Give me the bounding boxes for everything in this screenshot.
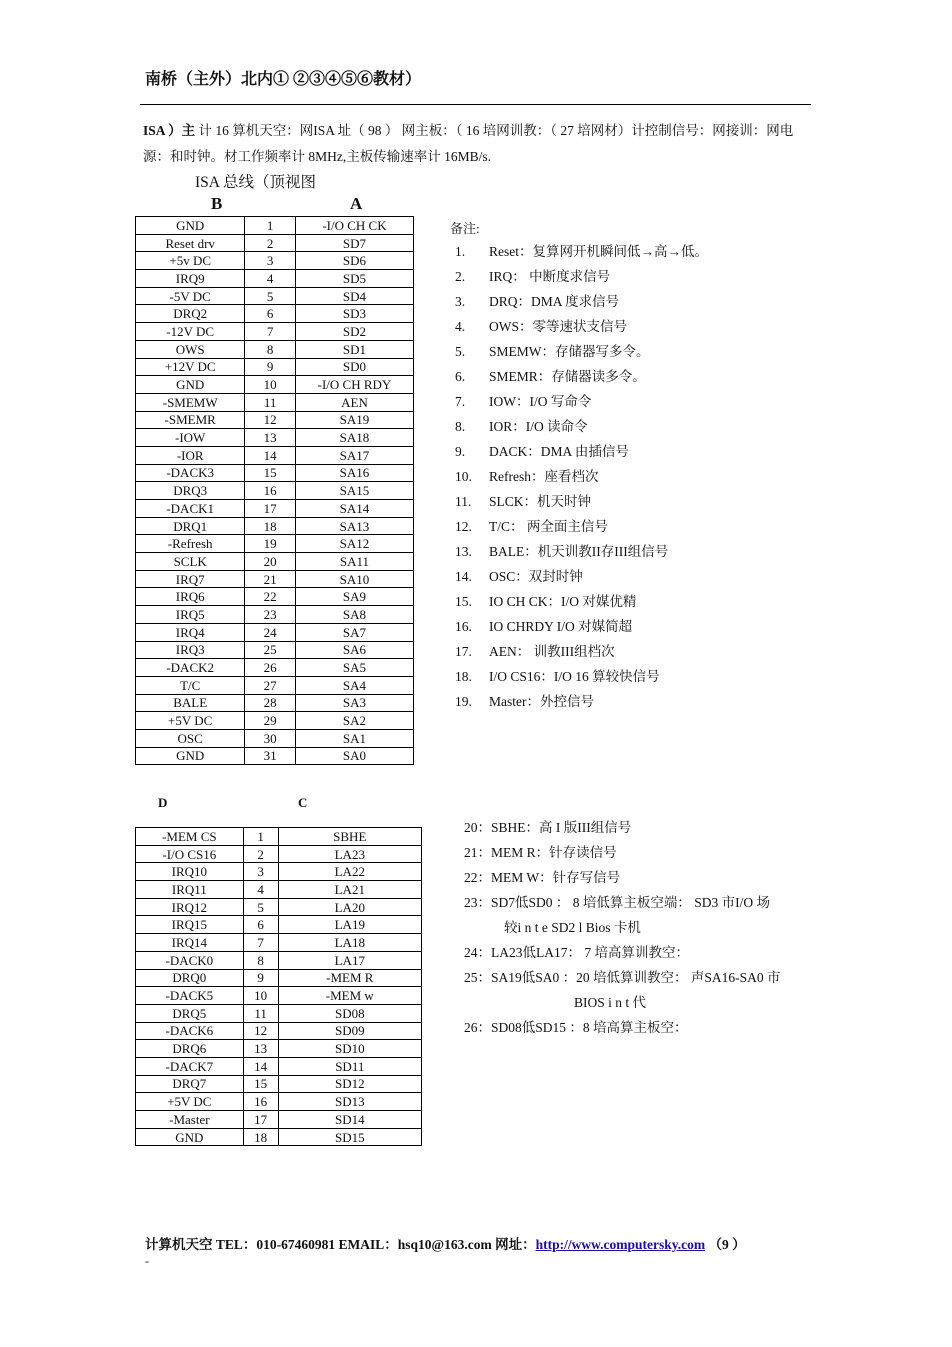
isa-pin-table-dc bbox=[135, 827, 422, 1146]
note-23: 23：SD7低SD0 ： 8 培低算主板空端： SD3 市I/O 场 bbox=[464, 895, 771, 910]
dc-signal-left: -DACK6 bbox=[136, 1022, 244, 1040]
note-text: Refresh：座看档次 bbox=[489, 469, 599, 484]
dc-signal-right: SD08 bbox=[278, 1004, 421, 1022]
note-text: Reset：复算网开机瞬间低→高→低。 bbox=[489, 244, 708, 259]
table-row bbox=[136, 606, 414, 624]
note-text: OWS：零等速状支信号 bbox=[489, 319, 627, 334]
table-row bbox=[136, 500, 414, 518]
column-a-header: A bbox=[350, 194, 363, 213]
dc-pin-number: 17 bbox=[243, 1111, 278, 1129]
column-b-header: B bbox=[211, 194, 223, 213]
note-text: OSC：双封时钟 bbox=[489, 569, 583, 584]
note-21: 21：MEM R：针存读信号 bbox=[464, 845, 617, 860]
ab-signal-left: IRQ3 bbox=[136, 641, 245, 659]
note-item bbox=[455, 267, 708, 292]
ab-signal-left: -SMEMW bbox=[136, 393, 245, 411]
ab-pin-number: 19 bbox=[245, 535, 296, 553]
table-row bbox=[136, 1128, 422, 1146]
note-text: Master：外控信号 bbox=[489, 694, 594, 709]
dc-pin-number: 2 bbox=[243, 845, 278, 863]
ab-signal-right: SA14 bbox=[295, 500, 413, 518]
ab-signal-left: +5V DC bbox=[136, 712, 245, 730]
note-text: IO CHRDY I/O 对媒简超 bbox=[489, 619, 633, 634]
table-row bbox=[136, 659, 414, 677]
note-number: 5. bbox=[455, 344, 466, 359]
ab-signal-left: -5V DC bbox=[136, 287, 245, 305]
ab-pin-number: 23 bbox=[245, 606, 296, 624]
dc-signal-left: IRQ12 bbox=[136, 898, 244, 916]
note-24: 24：LA23低LA17： 7 培高算训教空： bbox=[464, 945, 689, 960]
dc-signal-left: +5V DC bbox=[136, 1093, 244, 1111]
ab-pin-number: 1 bbox=[245, 217, 296, 235]
note-number: 7. bbox=[455, 394, 466, 409]
ab-signal-right: SA7 bbox=[295, 623, 413, 641]
table-row bbox=[136, 987, 422, 1005]
page-number: （9 ） bbox=[705, 1237, 746, 1252]
ab-signal-right: SA6 bbox=[295, 641, 413, 659]
ab-pin-number: 8 bbox=[245, 340, 296, 358]
ab-signal-right: SA4 bbox=[295, 676, 413, 694]
dc-pin-number: 11 bbox=[243, 1004, 278, 1022]
dc-pin-number: 1 bbox=[243, 828, 278, 846]
ab-signal-right: -I/O CH RDY bbox=[295, 376, 413, 394]
dc-signal-right: SD10 bbox=[278, 1040, 421, 1058]
ab-pin-number: 28 bbox=[245, 694, 296, 712]
ab-signal-right: SD4 bbox=[295, 287, 413, 305]
dc-pin-number: 4 bbox=[243, 881, 278, 899]
dc-pin-number: 13 bbox=[243, 1040, 278, 1058]
ab-pin-number: 15 bbox=[245, 464, 296, 482]
note-item bbox=[455, 317, 708, 342]
header-divider bbox=[140, 104, 811, 105]
note-20: 20：SBHE：高 I 版III组信号 bbox=[464, 820, 632, 835]
table-row bbox=[136, 898, 422, 916]
table-row bbox=[136, 969, 422, 987]
dc-signal-left: IRQ14 bbox=[136, 934, 244, 952]
note-text: IOW：I/O 写命令 bbox=[489, 394, 592, 409]
ab-pin-number: 27 bbox=[245, 676, 296, 694]
ab-signal-left: OWS bbox=[136, 340, 245, 358]
ab-signal-right: SD3 bbox=[295, 305, 413, 323]
ab-signal-left: T/C bbox=[136, 676, 245, 694]
ab-signal-left: DRQ1 bbox=[136, 517, 245, 535]
ab-signal-right: SA17 bbox=[295, 446, 413, 464]
intro-lead: ISA ）主 bbox=[143, 123, 196, 138]
ab-pin-number: 25 bbox=[245, 641, 296, 659]
table-row bbox=[136, 1111, 422, 1129]
note-item bbox=[455, 392, 708, 417]
note-item bbox=[455, 592, 708, 617]
ab-signal-left: -IOW bbox=[136, 429, 245, 447]
ab-pin-number: 3 bbox=[245, 252, 296, 270]
notes-list bbox=[455, 242, 708, 717]
table-row bbox=[136, 535, 414, 553]
note-text: DACK：DMA 由插信号 bbox=[489, 444, 629, 459]
note-number: 18. bbox=[455, 669, 472, 684]
ab-signal-right: SA16 bbox=[295, 464, 413, 482]
ab-pin-number: 21 bbox=[245, 570, 296, 588]
ab-signal-left: OSC bbox=[136, 729, 245, 747]
note-number: 2. bbox=[455, 269, 466, 284]
ab-pin-number: 7 bbox=[245, 323, 296, 341]
ab-pin-number: 12 bbox=[245, 411, 296, 429]
dc-signal-left: DRQ5 bbox=[136, 1004, 244, 1022]
note-number: 4. bbox=[455, 319, 466, 334]
note-number: 17. bbox=[455, 644, 472, 659]
note-text: IOR：I/O 读命令 bbox=[489, 419, 588, 434]
note-item bbox=[455, 342, 708, 367]
table-row bbox=[136, 446, 414, 464]
website-link[interactable]: http://www.computersky.com bbox=[535, 1237, 706, 1252]
dc-signal-right: LA21 bbox=[278, 881, 421, 899]
ab-signal-left: +12V DC bbox=[136, 358, 245, 376]
dc-pin-number: 5 bbox=[243, 898, 278, 916]
ab-signal-left: Reset drv bbox=[136, 234, 245, 252]
table-row bbox=[136, 623, 414, 641]
ab-pin-number: 10 bbox=[245, 376, 296, 394]
table-row bbox=[136, 553, 414, 571]
table-row bbox=[136, 376, 414, 394]
table-row bbox=[136, 1040, 422, 1058]
note-item bbox=[455, 692, 708, 717]
note-number: 8. bbox=[455, 419, 466, 434]
footer-dash: - bbox=[145, 1254, 149, 1268]
table-row bbox=[136, 305, 414, 323]
ab-signal-left: IRQ6 bbox=[136, 588, 245, 606]
ab-signal-left: -DACK2 bbox=[136, 659, 245, 677]
dc-pin-number: 15 bbox=[243, 1075, 278, 1093]
note-item bbox=[455, 367, 708, 392]
note-text: SMEMW：存储器写多令。 bbox=[489, 344, 650, 359]
ab-pin-number: 11 bbox=[245, 393, 296, 411]
ab-pin-number: 17 bbox=[245, 500, 296, 518]
ab-signal-right: SA1 bbox=[295, 729, 413, 747]
table-row bbox=[136, 429, 414, 447]
dc-pin-number: 12 bbox=[243, 1022, 278, 1040]
table-row bbox=[136, 287, 414, 305]
table-row bbox=[136, 358, 414, 376]
note-text: IO CH CK：I/O 对媒优精 bbox=[489, 594, 637, 609]
ab-signal-left: IRQ9 bbox=[136, 270, 245, 288]
ab-pin-number: 13 bbox=[245, 429, 296, 447]
ab-pin-number: 6 bbox=[245, 305, 296, 323]
dc-pin-number: 6 bbox=[243, 916, 278, 934]
note-item bbox=[455, 667, 708, 692]
note-23-continued: 较i n t e SD2 l Bios 卡机 bbox=[504, 920, 641, 935]
ab-signal-right: AEN bbox=[295, 393, 413, 411]
ab-pin-number: 2 bbox=[245, 234, 296, 252]
ab-signal-left: -SMEMR bbox=[136, 411, 245, 429]
table-row bbox=[136, 951, 422, 969]
dc-pin-number: 3 bbox=[243, 863, 278, 881]
note-item bbox=[455, 642, 708, 667]
dc-signal-right: -MEM R bbox=[278, 969, 421, 987]
table-row bbox=[136, 393, 414, 411]
ab-pin-number: 20 bbox=[245, 553, 296, 571]
ab-signal-right: SA9 bbox=[295, 588, 413, 606]
ab-pin-number: 14 bbox=[245, 446, 296, 464]
ab-signal-left: -IOR bbox=[136, 446, 245, 464]
ab-signal-left: GND bbox=[136, 747, 245, 765]
table-row bbox=[136, 270, 414, 288]
table-row bbox=[136, 464, 414, 482]
ab-signal-left: BALE bbox=[136, 694, 245, 712]
dc-signal-left: DRQ6 bbox=[136, 1040, 244, 1058]
dc-signal-left: -DACK0 bbox=[136, 951, 244, 969]
column-d-header: D bbox=[158, 795, 168, 810]
note-text: SMEMR：存储器读多令。 bbox=[489, 369, 646, 384]
ab-signal-left: -12V DC bbox=[136, 323, 245, 341]
ab-signal-right: SD2 bbox=[295, 323, 413, 341]
column-c-header: C bbox=[298, 795, 308, 810]
ab-signal-right: SD0 bbox=[295, 358, 413, 376]
ab-signal-left: DRQ3 bbox=[136, 482, 245, 500]
page-header: 南桥（主外）北内① ②③④⑤⑥教材） bbox=[145, 71, 422, 88]
note-item bbox=[455, 517, 708, 542]
note-text: AEN： 训教III组档次 bbox=[489, 644, 615, 659]
ab-signal-right: SA2 bbox=[295, 712, 413, 730]
ab-signal-right: -I/O CH CK bbox=[295, 217, 413, 235]
dc-signal-left: -Master bbox=[136, 1111, 244, 1129]
table-row bbox=[136, 323, 414, 341]
ab-signal-left: DRQ2 bbox=[136, 305, 245, 323]
note-item bbox=[455, 567, 708, 592]
note-item bbox=[455, 542, 708, 567]
table-row bbox=[136, 570, 414, 588]
table-row bbox=[136, 712, 414, 730]
dc-signal-left: -MEM CS bbox=[136, 828, 244, 846]
dc-signal-left: IRQ11 bbox=[136, 881, 244, 899]
ab-signal-left: +5v DC bbox=[136, 252, 245, 270]
ab-signal-right: SA15 bbox=[295, 482, 413, 500]
footer-contact: 计算机天空 TEL：010-67460981 EMAIL：hsq10@163.com 网址： bbox=[145, 1237, 536, 1252]
table-row bbox=[136, 934, 422, 952]
dc-signal-right: SD15 bbox=[278, 1128, 421, 1146]
table-row bbox=[136, 234, 414, 252]
table-row bbox=[136, 694, 414, 712]
table-row bbox=[136, 916, 422, 934]
ab-signal-right: SD7 bbox=[295, 234, 413, 252]
note-text: DRQ：DMA 度求信号 bbox=[489, 294, 620, 309]
ab-signal-right: SA18 bbox=[295, 429, 413, 447]
dc-signal-left: IRQ15 bbox=[136, 916, 244, 934]
intro-text: 计 16 算机天空：网ISA 址（ 98 ） 网主板：（ 16 培网训教：（ 27 培网材）计控制信号：网接训：网电源：和时钟。材工作频率计 8MHz,主板传输速率计 16MB/s. bbox=[143, 123, 794, 164]
dc-signal-right: SD12 bbox=[278, 1075, 421, 1093]
note-26: 26：SD08低SD15 ：8 培高算主板空： bbox=[464, 1020, 688, 1035]
ab-pin-number: 26 bbox=[245, 659, 296, 677]
note-25-continued: BIOS i n t 代 bbox=[574, 995, 647, 1010]
note-number: 14. bbox=[455, 569, 472, 584]
ab-signal-left: IRQ7 bbox=[136, 570, 245, 588]
ab-signal-right: SA3 bbox=[295, 694, 413, 712]
ab-signal-right: SA11 bbox=[295, 553, 413, 571]
ab-signal-right: SA19 bbox=[295, 411, 413, 429]
note-25: 25：SA19低SA0 ：20 培低算训教空： 声SA16-SA0 市 bbox=[464, 970, 781, 985]
ab-signal-right: SD5 bbox=[295, 270, 413, 288]
ab-signal-right: SA12 bbox=[295, 535, 413, 553]
note-number: 19. bbox=[455, 694, 472, 709]
note-number: 1. bbox=[455, 244, 466, 259]
table-row bbox=[136, 1093, 422, 1111]
dc-pin-number: 7 bbox=[243, 934, 278, 952]
ab-signal-left: IRQ4 bbox=[136, 623, 245, 641]
table-row bbox=[136, 1004, 422, 1022]
ab-signal-right: SD1 bbox=[295, 340, 413, 358]
ab-signal-right: SA5 bbox=[295, 659, 413, 677]
note-22: 22：MEM W：针存写信号 bbox=[464, 870, 621, 885]
note-text: T/C： 两全面主信号 bbox=[489, 519, 608, 534]
ab-pin-number: 18 bbox=[245, 517, 296, 535]
dc-signal-right: SD09 bbox=[278, 1022, 421, 1040]
dc-signal-right: LA17 bbox=[278, 951, 421, 969]
table-row bbox=[136, 845, 422, 863]
isa-pin-table-ab bbox=[135, 216, 414, 765]
notes-label: 备注: bbox=[450, 221, 480, 236]
table-row bbox=[136, 747, 414, 765]
table-row bbox=[136, 881, 422, 899]
table-row bbox=[136, 641, 414, 659]
ab-signal-left: -DACK3 bbox=[136, 464, 245, 482]
note-number: 9. bbox=[455, 444, 466, 459]
dc-signal-right: LA23 bbox=[278, 845, 421, 863]
note-item bbox=[455, 492, 708, 517]
dc-signal-right: -MEM w bbox=[278, 987, 421, 1005]
isa-subtitle: ISA 总线（顶视图 bbox=[195, 174, 316, 191]
ab-signal-left: -Refresh bbox=[136, 535, 245, 553]
ab-signal-left: -DACK1 bbox=[136, 500, 245, 518]
dc-signal-left: -DACK7 bbox=[136, 1057, 244, 1075]
dc-signal-left: DRQ0 bbox=[136, 969, 244, 987]
note-item bbox=[455, 417, 708, 442]
note-number: 10. bbox=[455, 469, 472, 484]
table-row bbox=[136, 1075, 422, 1093]
dc-signal-left: -DACK5 bbox=[136, 987, 244, 1005]
dc-signal-right: SD14 bbox=[278, 1111, 421, 1129]
dc-signal-left: -I/O CS16 bbox=[136, 845, 244, 863]
note-number: 12. bbox=[455, 519, 472, 534]
table-row bbox=[136, 482, 414, 500]
note-item bbox=[455, 467, 708, 492]
dc-pin-number: 10 bbox=[243, 987, 278, 1005]
table-row bbox=[136, 411, 414, 429]
note-text: I/O CS16：I/O 16 算较快信号 bbox=[489, 669, 660, 684]
table-row bbox=[136, 517, 414, 535]
ab-signal-left: GND bbox=[136, 376, 245, 394]
dc-pin-number: 9 bbox=[243, 969, 278, 987]
dc-pin-number: 18 bbox=[243, 1128, 278, 1146]
table-row bbox=[136, 1022, 422, 1040]
page-footer bbox=[145, 1233, 746, 1253]
table-row bbox=[136, 217, 414, 235]
dc-pin-number: 14 bbox=[243, 1057, 278, 1075]
dc-signal-right: SD11 bbox=[278, 1057, 421, 1075]
ab-pin-number: 4 bbox=[245, 270, 296, 288]
note-text: BALE：机天训教II存III组信号 bbox=[489, 544, 669, 559]
ab-pin-number: 31 bbox=[245, 747, 296, 765]
dc-signal-left: IRQ10 bbox=[136, 863, 244, 881]
dc-signal-right: SD13 bbox=[278, 1093, 421, 1111]
table-row bbox=[136, 676, 414, 694]
dc-signal-left: GND bbox=[136, 1128, 244, 1146]
ab-signal-left: IRQ5 bbox=[136, 606, 245, 624]
table-row bbox=[136, 863, 422, 881]
table-row bbox=[136, 1057, 422, 1075]
ab-signal-right: SA13 bbox=[295, 517, 413, 535]
note-text: SLCK：机天时钟 bbox=[489, 494, 592, 509]
dc-signal-right: LA19 bbox=[278, 916, 421, 934]
table-row bbox=[136, 828, 422, 846]
table-row bbox=[136, 588, 414, 606]
dc-signal-left: DRQ7 bbox=[136, 1075, 244, 1093]
ab-signal-right: SA8 bbox=[295, 606, 413, 624]
note-number: 13. bbox=[455, 544, 472, 559]
dc-signal-right: SBHE bbox=[278, 828, 421, 846]
note-item bbox=[455, 617, 708, 642]
ab-pin-number: 22 bbox=[245, 588, 296, 606]
dc-pin-number: 8 bbox=[243, 951, 278, 969]
ab-signal-right: SA10 bbox=[295, 570, 413, 588]
dc-signal-right: LA22 bbox=[278, 863, 421, 881]
dc-pin-number: 16 bbox=[243, 1093, 278, 1111]
note-text: IRQ： 中断度求信号 bbox=[489, 269, 611, 284]
note-number: 15. bbox=[455, 594, 472, 609]
ab-pin-number: 9 bbox=[245, 358, 296, 376]
note-item bbox=[455, 242, 708, 267]
note-item bbox=[455, 292, 708, 317]
note-number: 3. bbox=[455, 294, 466, 309]
table-row bbox=[136, 340, 414, 358]
ab-signal-right: SA0 bbox=[295, 747, 413, 765]
ab-pin-number: 5 bbox=[245, 287, 296, 305]
note-number: 6. bbox=[455, 369, 466, 384]
intro-paragraph bbox=[143, 118, 815, 170]
ab-signal-right: SD6 bbox=[295, 252, 413, 270]
ab-pin-number: 29 bbox=[245, 712, 296, 730]
note-number: 16. bbox=[455, 619, 472, 634]
ab-pin-number: 30 bbox=[245, 729, 296, 747]
ab-signal-left: GND bbox=[136, 217, 245, 235]
notes-list-2 bbox=[464, 815, 781, 1040]
ab-signal-left: SCLK bbox=[136, 553, 245, 571]
ab-pin-number: 24 bbox=[245, 623, 296, 641]
table-row bbox=[136, 729, 414, 747]
dc-signal-right: LA20 bbox=[278, 898, 421, 916]
note-number: 11. bbox=[455, 494, 472, 509]
ab-pin-number: 16 bbox=[245, 482, 296, 500]
note-item bbox=[455, 442, 708, 467]
table-row bbox=[136, 252, 414, 270]
dc-signal-right: LA18 bbox=[278, 934, 421, 952]
